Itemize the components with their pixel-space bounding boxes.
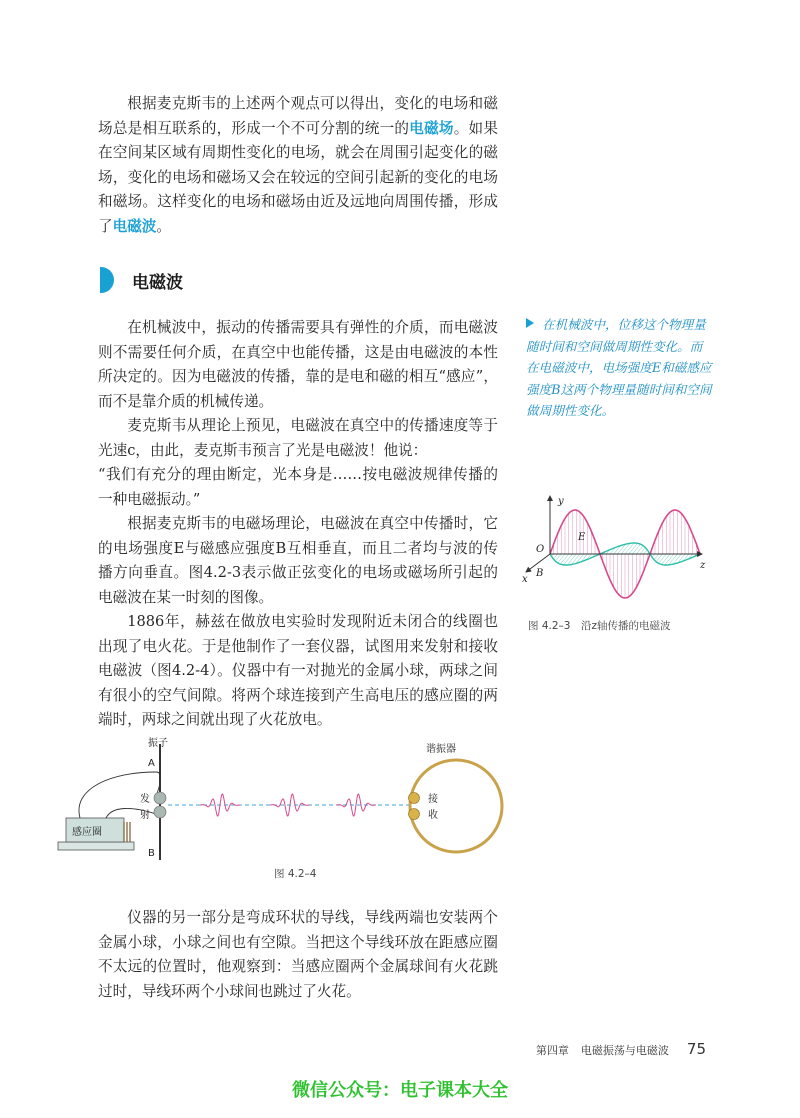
paragraph-em-theory: 根据麦克斯韦的电磁场理论，电磁波在真空中传播时，它的电场强度E与磁感应强度B互相垂直，而且二者均与波的传播方向垂直。图4.2-3表示做正弦变化的电场或磁场所引起的电磁波在某一时刻的图像。 <box>98 515 498 606</box>
b-field-hatch-line <box>636 546 643 554</box>
emitter-ball-bottom <box>154 806 166 818</box>
receiver-ball-top <box>409 793 420 804</box>
label-a: A <box>148 758 155 769</box>
b-field-hatch-line <box>553 554 557 559</box>
emitter-ball-top <box>154 792 166 804</box>
footer-chapter-title: 电磁振荡与电磁波 <box>580 1044 669 1057</box>
paragraph-em-field <box>98 92 498 240</box>
page-number: 75 <box>686 1040 706 1058</box>
b-field-hatch-line <box>629 543 638 554</box>
figure-424-caption: 图 4.2–4 <box>274 868 317 880</box>
receiver-ball-bottom <box>409 809 420 820</box>
paragraph-text: 。 <box>156 217 172 235</box>
paragraph-quote: “我们有充分的理由断定，光本身是……按电磁波规律传播的一种电磁振动。” <box>98 466 498 508</box>
term-em-field: 电磁场 <box>409 119 454 137</box>
figure-em-wave <box>510 490 710 614</box>
b-field-hatch-line <box>644 550 647 554</box>
b-field-hatch-line <box>656 554 662 562</box>
term-em-wave: 电磁波 <box>112 217 157 235</box>
paragraph-hertz: 1886年，赫兹在做放电实验时发现附近未闭合的线圈也出现了电火花。于是他制作了一套仪器，试图用来发射和接收电磁波（图4.2-4）。仪器中有一对抛光的金属小球，两球之间有很小的空气间隙。将两个球连接到产生高电压的感应圈的两端时，两球之间就出现了火花放电。 <box>98 613 498 729</box>
b-field-hatch-line <box>633 544 641 554</box>
b-field-hatch-line <box>654 554 659 560</box>
b-field-hatch-line <box>659 554 667 563</box>
coil-windings <box>124 822 130 842</box>
note-arrow-icon <box>526 318 534 328</box>
x-axis-label: x <box>522 574 528 585</box>
receive-label-2: 收 <box>428 810 438 821</box>
paragraph-medium: 在机械波中，振动的传播需要具有弹性的介质，而电磁波则不需要任何介质，在真空中也能传播，这是由电磁波的本性所决定的。因为电磁波的传播，靠的是电和磁的相互“感应”，而不是靠介质的机械传递。 <box>98 319 498 410</box>
figure-hertz-apparatus <box>52 736 512 860</box>
emit-label-2: 射 <box>140 810 150 821</box>
b-field-hatch-line <box>558 554 565 563</box>
coil-base <box>58 842 134 850</box>
paragraph-text: 根据麦克斯韦的上述两个观点可以得出，变化的电场和磁场总是相互联系的，形成一个不可分割的统一的 <box>98 95 498 137</box>
label-b: B <box>148 848 155 859</box>
paragraph-text: 。如果在空间某区域有周期性变化的电场，就会在周围引起变化的磁场，变化的电场和磁场又会在较远的空间引起新的变化的电场和磁场。这样变化的电场和磁场由近及远地向周围传播，形成了 <box>98 119 498 235</box>
e-label: E <box>578 532 586 543</box>
receive-label-1: 接 <box>428 794 438 805</box>
z-axis-label: z <box>700 560 706 571</box>
margin-note-text: 在机械波中，位移这个物理量随时间和空间做周期性变化。而在电磁波中，电场强度E和磁感应强度B这两个物理量随时间和空间做周期性变化。 <box>526 317 712 419</box>
figure-423-caption: 图 4.2–3 沿z轴传播的电磁波 <box>528 620 671 632</box>
induction-coil-label: 感应圈 <box>72 827 102 838</box>
b-field-hatch-line <box>564 554 573 565</box>
page-footer <box>536 1040 706 1058</box>
origin-label: O <box>536 544 545 555</box>
b-field-hatch-line <box>661 554 670 564</box>
emit-label-1: 发 <box>140 794 150 805</box>
section-title: 电磁波 <box>132 272 183 293</box>
oscillator-label: 振子 <box>148 738 168 749</box>
footer-chapter: 第四章 <box>535 1044 569 1057</box>
y-axis-label: y <box>558 496 564 507</box>
b-field-hatch-line <box>665 554 674 565</box>
b-label: B <box>536 568 544 579</box>
paragraph-resonator: 仪器的另一部分是弯成环状的导线，导线两端也安装两个金属小球，小球之间也有空隙。当把这个导线环放在距感应圈不太远的位置时，他观察到：当感应圈两个金属球间有火花跳过时，导线环两个小球间也跳过了火花。 <box>98 909 498 1000</box>
margin-note <box>526 314 712 422</box>
b-field-hatch-line <box>560 554 568 564</box>
resonator-label: 谐振器 <box>426 744 456 755</box>
paragraph-light-speed: 麦克斯韦从理论上预见，电磁波在真空中的传播速度等于光速c，由此，麦克斯韦预言了光是电磁波！他说： <box>98 417 498 459</box>
section-marker-icon <box>100 267 114 293</box>
section-heading <box>100 266 183 294</box>
resonator-ring <box>410 760 502 852</box>
b-field-hatch-line <box>555 554 561 561</box>
wave-pulse-3 <box>336 794 376 816</box>
watermark: 微信公众号：电子课本大全 <box>292 1080 508 1101</box>
